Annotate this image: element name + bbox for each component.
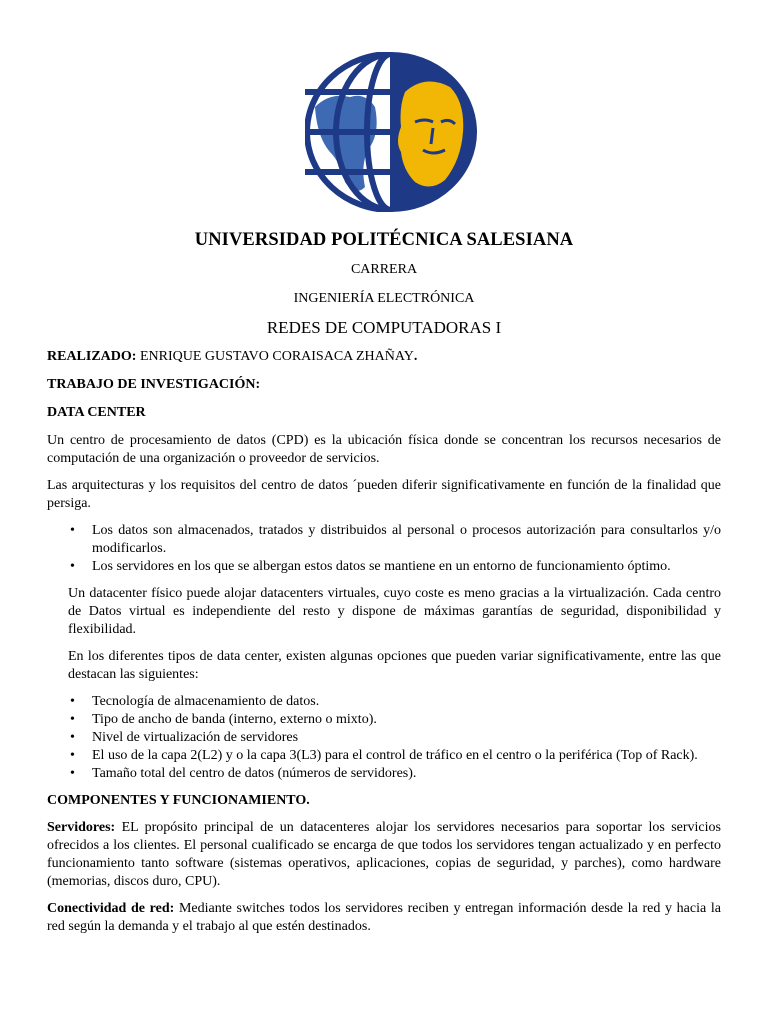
section-title-data-center: DATA CENTER xyxy=(47,405,146,420)
list-item: • Nivel de virtualización de servidores xyxy=(68,729,721,747)
conectividad-text: Mediante switches todos los servidores reciben y entregan información desde la red y hacia la red según la demanda y el trabajo al que estén destinados. xyxy=(47,901,721,934)
paragraph-servidores xyxy=(47,819,721,891)
list-item: • Tamaño total del centro de datos (números de servidores). xyxy=(68,765,721,783)
paragraph-3: Un datacenter físico puede alojar datacenters virtuales, cuyo coste es meno gracias a la virtualización. Cada centro de Datos virtual es independiente del resto y dispone de máximas garantías de seguridad, disponibilidad y flexibilidad. xyxy=(68,586,721,637)
conectividad-label: Conectividad de red: xyxy=(47,901,175,916)
career-label: CARRERA xyxy=(350,262,418,277)
servidores-label: Servidores: xyxy=(47,820,116,835)
list-item: • El uso de la capa 2(L2) y o la capa 3(L3) para el control de tráfico en el centro o la periférica (Top of Rack). xyxy=(68,747,721,765)
work-type: TRABAJO DE INVESTIGACIÓN: xyxy=(47,377,261,392)
list-item: • Tipo de ancho de banda (interno, externo o mixto). xyxy=(68,711,721,729)
document-body xyxy=(47,348,721,936)
paragraph-4: En los diferentes tipos de data center, existen algunas opciones que pueden variar significativamente, entre las que destacan las siguientes: xyxy=(68,649,721,682)
bullet-list-2 xyxy=(68,693,721,783)
servidores-text: EL propósito principal de un datacenteres alojar los servidores necesarios para soportar los servicios ofrecidos a los clientes. El personal cualificado se encarga de que todos los servidores tengan actualizado y en perfecto funcionamiento tanto software (sistemas operativos, aplicaciones, copias de seguridad, y parches), como hardware (memorias, discos duro, CPU). xyxy=(47,820,721,889)
author-dot: . xyxy=(413,349,418,364)
list-item: • Los servidores en los que se albergan estos datos se mantiene en un entorno de funcionamiento óptimo. xyxy=(47,558,721,576)
author-name: ENRIQUE GUSTAVO CORAISACA ZHAÑAY xyxy=(139,349,414,364)
paragraph-conectividad xyxy=(47,900,721,936)
list-item: • Los datos son almacenados, tratados y distribuidos al personal o procesos autorización para consultarlos y/o modificarlos. xyxy=(47,522,721,558)
paragraph-1: Un centro de procesamiento de datos (CPD) es la ubicación física donde se concentran los recursos necesarios de computación de una organización o proveedor de servicios. xyxy=(47,433,721,466)
bullet-list-1 xyxy=(47,522,721,576)
career-name: INGENIERÍA ELECTRÓNICA xyxy=(293,291,475,306)
list-item: • Tecnología de almacenamiento de datos. xyxy=(68,693,721,711)
university-logo-icon xyxy=(305,52,477,212)
course-title: REDES DE COMPUTADORAS I xyxy=(266,318,502,337)
author-line xyxy=(47,348,721,366)
paragraph-2: Las arquitecturas y los requisitos del centro de datos ´pueden diferir significativamente en función de la finalidad que persiga. xyxy=(47,478,721,511)
university-title: UNIVERSIDAD POLITÉCNICA SALESIANA xyxy=(194,230,574,250)
section-title-components: COMPONENTES Y FUNCIONAMIENTO. xyxy=(47,793,310,808)
author-label: REALIZADO: xyxy=(47,349,137,364)
